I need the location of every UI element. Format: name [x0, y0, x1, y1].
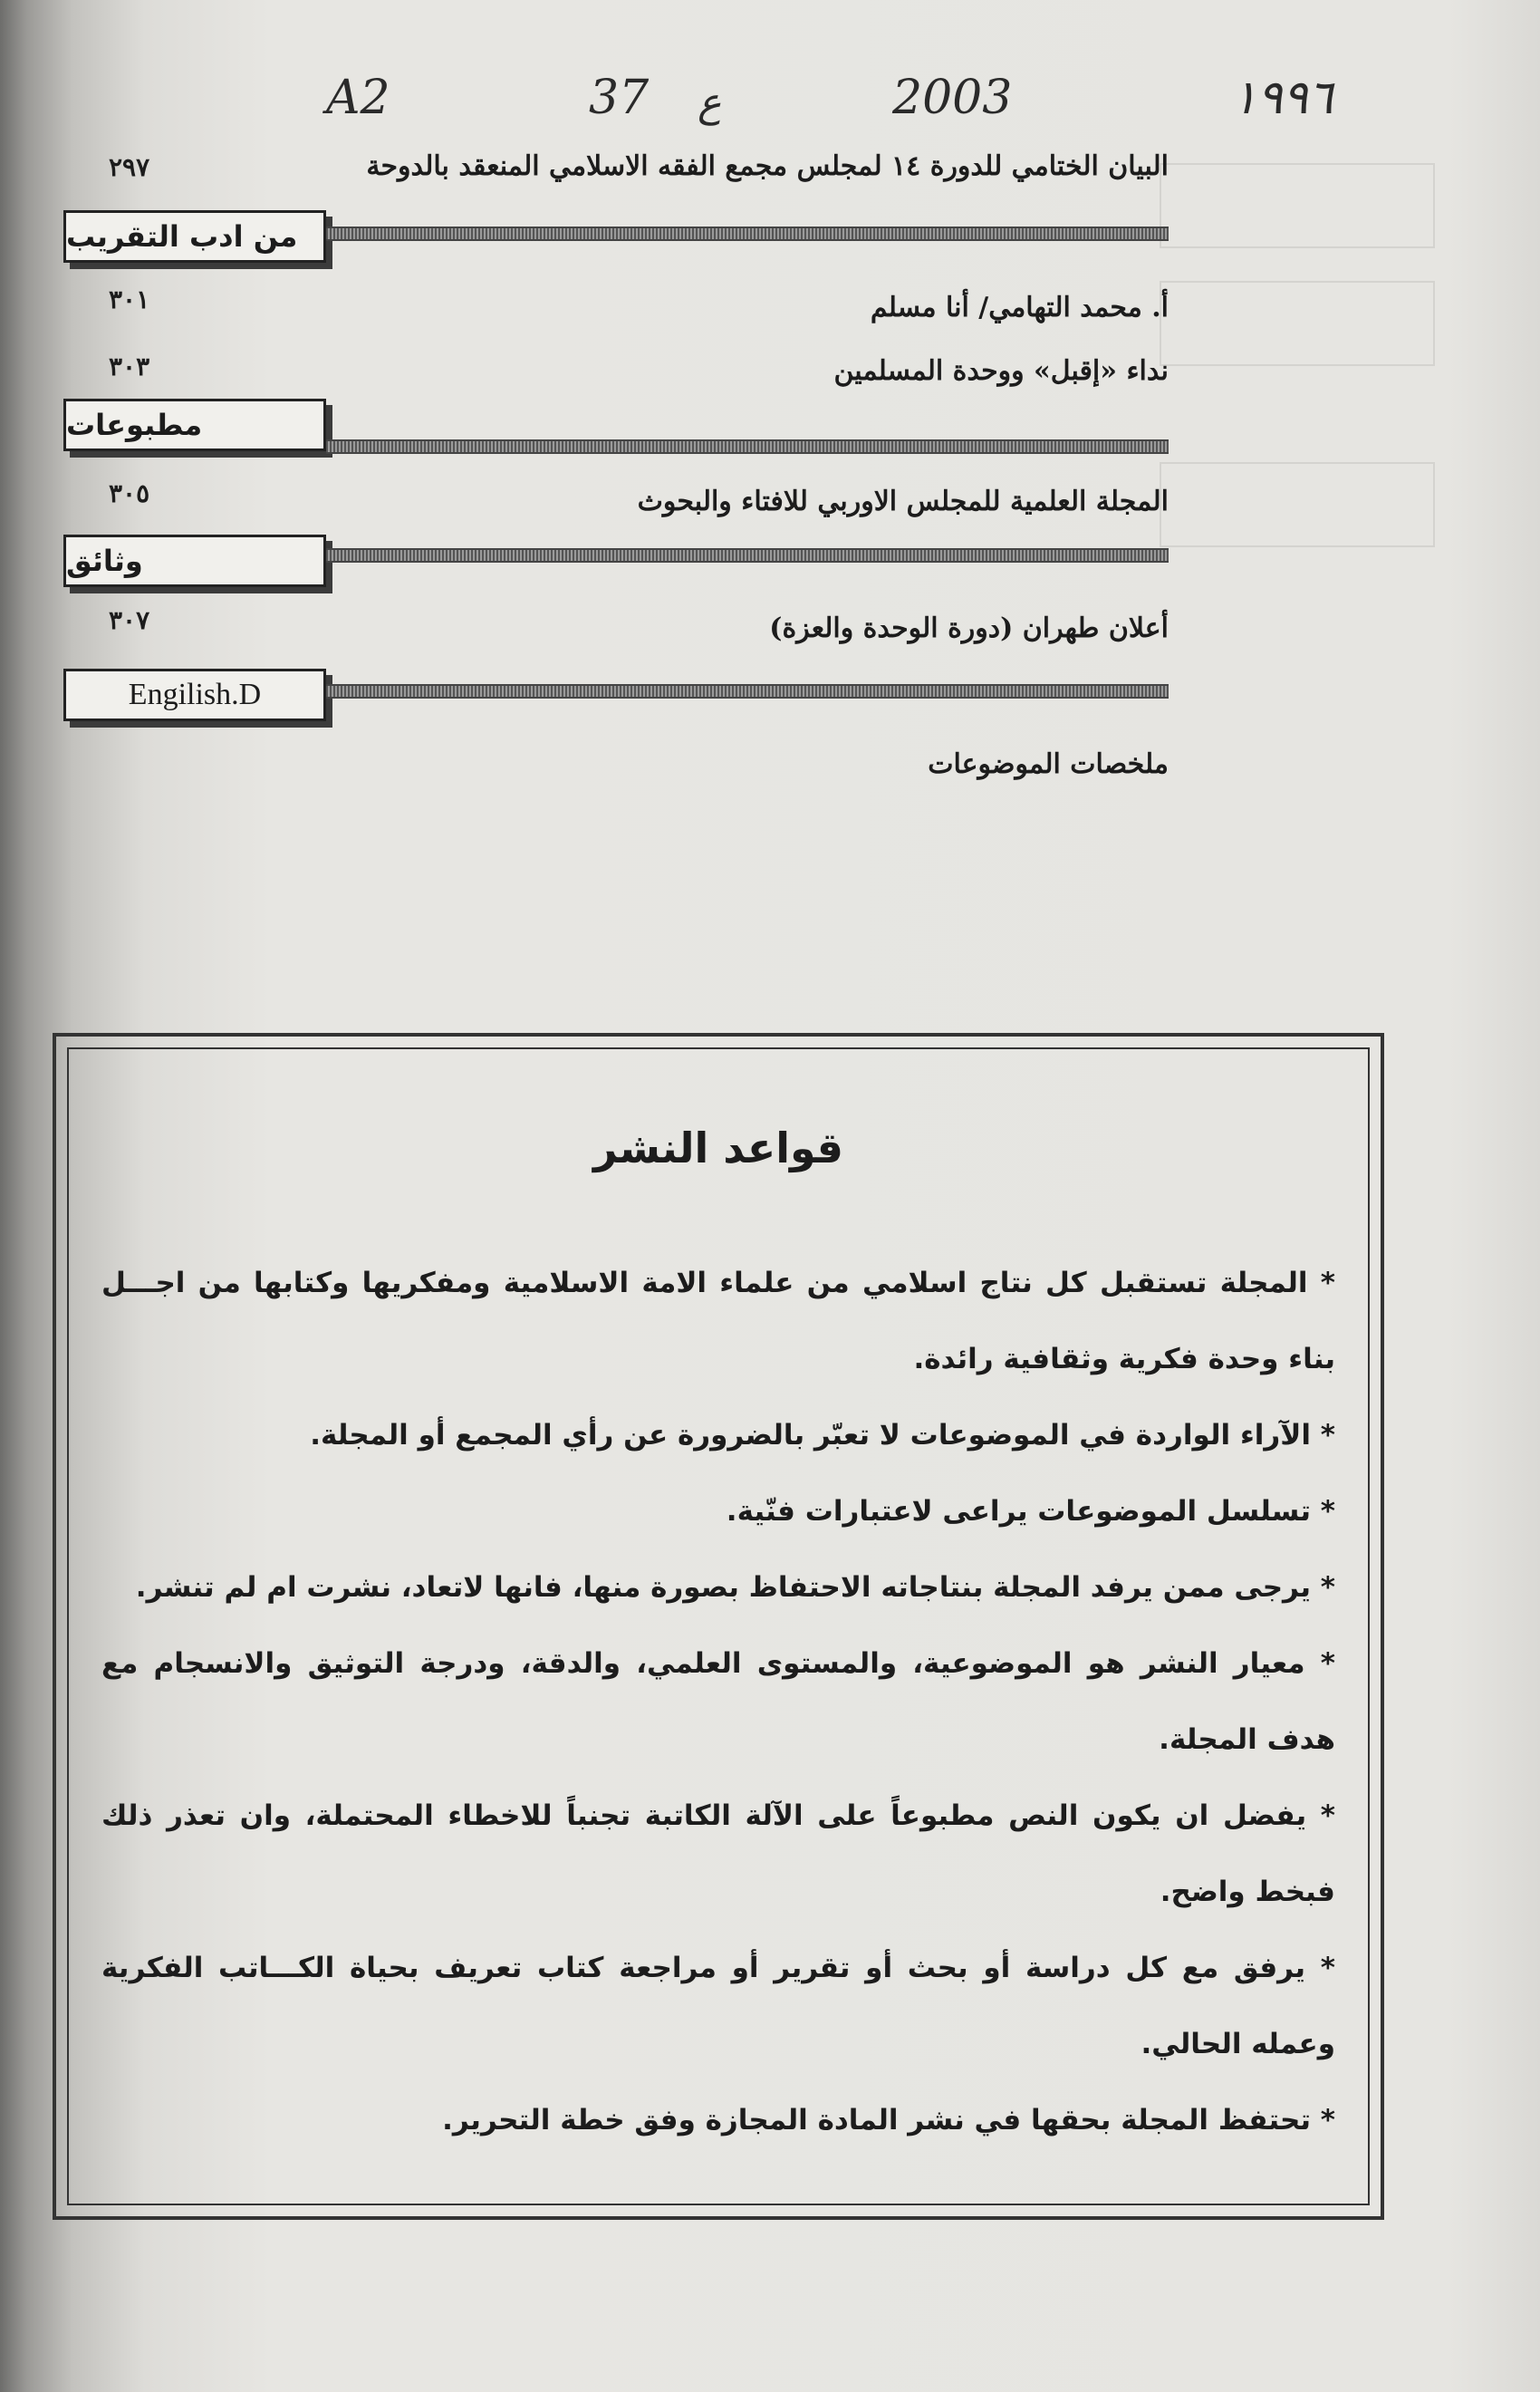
toc-page-number: ٣٠٧ [109, 605, 150, 635]
toc-entry: ملخصات الموضوعات [928, 748, 1169, 780]
section-rule [326, 227, 1169, 241]
publishing-rules-title: قواعد النشر [593, 1124, 843, 1172]
bleed-through-box [1160, 281, 1435, 366]
section-label-documents: وثائق [63, 535, 326, 587]
section-rule [326, 439, 1169, 454]
handwritten-number: 37 [589, 71, 650, 125]
toc-entry: نداء «إقبل» ووحدة المسلمين [833, 355, 1169, 387]
rule-item: * معيار النشر هو الموضوعية، والمستوى العلمي، والدقة، ودرجة التوثيق والانسجام مع هدف المجلة. [101, 1625, 1335, 1778]
rule-item: * يفضل ان يكون النص مطبوعاً على الآلة الكاتبة تجنباً للاخطاء المحتملة، وان تعذر ذلك فبخط واضح. [101, 1778, 1335, 1930]
section-label-taqrib: من ادب التقريب [63, 210, 326, 263]
section-rule [326, 684, 1169, 699]
rule-item: * تسلسل الموضوعات يراعى لاعتبارات فنّية. [101, 1473, 1335, 1549]
toc-page-number: ٣٠٣ [109, 352, 150, 381]
publishing-rules-box [53, 1033, 1384, 2220]
handwritten-year: 2003 [892, 71, 1013, 125]
toc-entry: أ. محمد التهامي/ أنا مسلم [870, 292, 1169, 323]
handwritten-year-right: ١٩٩٦ [1232, 71, 1333, 125]
handwritten-mark: ع [698, 80, 722, 126]
rule-item: * الآراء الواردة في الموضوعات لا تعبّر بالضرورة عن رأي المجمع أو المجلة. [101, 1397, 1335, 1473]
rule-item: * تحتفظ المجلة بحقها في نشر المادة المجازة وفق خطة التحرير. [101, 2082, 1335, 2158]
section-label-english: Engilish.D [63, 669, 326, 721]
toc-page-number: ٢٩٧ [109, 152, 150, 182]
toc-entry: البيان الختامي للدورة ١٤ لمجلس مجمع الفقه الاسلامي المنعقد بالدوحة [366, 150, 1169, 182]
toc-page-number: ٣٠٥ [109, 478, 150, 508]
rule-item: * يرفق مع كل دراسة أو بحث أو تقرير أو مراجعة كتاب تعريف بحياة الكـــاتب الفكرية وعمله الحالي. [101, 1930, 1335, 2082]
bleed-through-box [1160, 163, 1435, 248]
rule-item: * المجلة تستقبل كل نتاج اسلامي من علماء الامة الاسلامية ومفكريها وكتابها من اجـــل بناء وحدة فكرية وثقافية رائدة. [101, 1245, 1335, 1397]
publishing-rules-list [101, 1245, 1335, 2158]
section-label-publications: مطبوعات [63, 399, 326, 451]
toc-entry: أعلان طهران (دورة الوحدة والعزة) [769, 612, 1169, 644]
toc-entry: المجلة العلمية للمجلس الاوربي للافتاء والبحوث [637, 486, 1169, 517]
rule-item: * يرجى ممن يرفد المجلة بنتاجاته الاحتفاظ بصورة منها، فانها لاتعاد، نشرت ام لم تنشر. [101, 1549, 1335, 1625]
bleed-through-box [1160, 462, 1435, 547]
handwritten-note-left: A2 [326, 71, 390, 125]
toc-page-number: ٣٠١ [109, 285, 150, 314]
section-rule [326, 548, 1169, 563]
